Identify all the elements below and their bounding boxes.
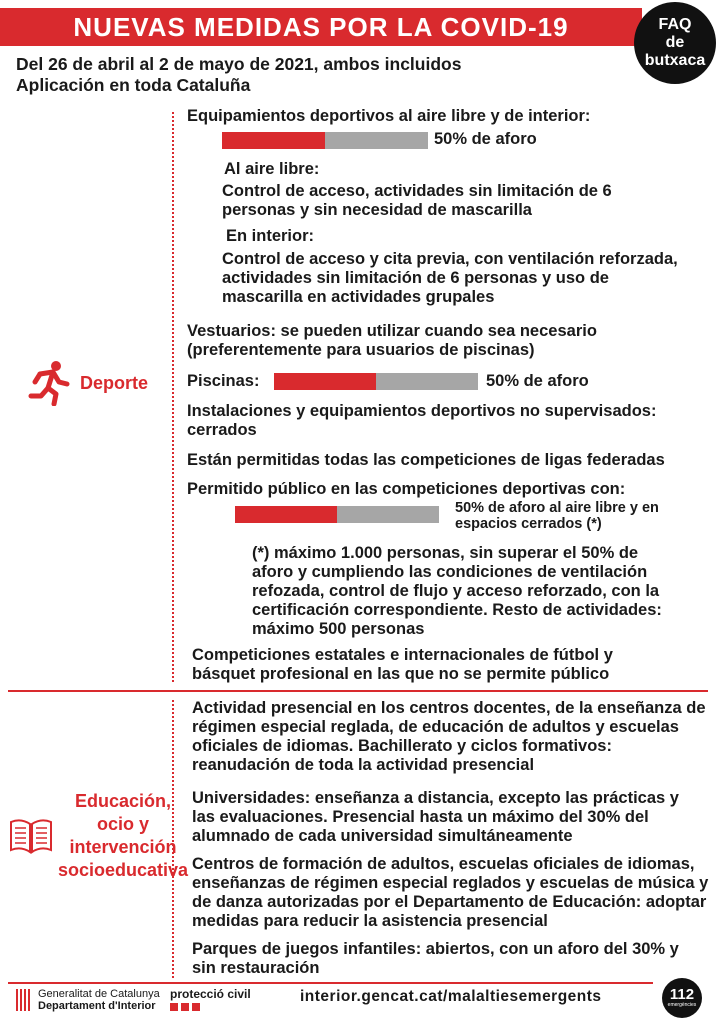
faq-de-label: de xyxy=(665,34,685,51)
publico-aforo-bar xyxy=(235,506,439,523)
book-icon xyxy=(8,816,54,856)
emergency-112-badge xyxy=(662,978,702,1018)
proteccio-civil-label: protecció civil xyxy=(170,987,251,1001)
interior-heading: En interior: xyxy=(226,227,315,245)
publico-aforo-fill xyxy=(235,506,337,523)
piscinas-aforo-rest xyxy=(376,373,478,390)
generalitat-text xyxy=(38,988,160,1012)
publico-aforo-label: 50% de aforo al aire libre y en espacios cerrados (*) xyxy=(455,500,659,532)
generalitat-line1: Generalitat de Catalunya xyxy=(38,988,160,1000)
faq-butxaca-label: butxaca xyxy=(644,52,706,69)
educacion-item-parques: Parques de juegos infantiles: abiertos, con un aforo del 30% y sin restauración xyxy=(192,940,679,977)
aire-libre-text: Control de acceso, actividades sin limitación de 6 personas y sin necesidad de mascarilla xyxy=(222,182,612,219)
publico-nota: (*) máximo 1.000 personas, sin superar el 50% de aforo y cumpliendo las condiciones de ventilación refozada, control de flujo y acceso reforzado, con la certificación correspondiente. Resto de actividades: máximo 500 personas xyxy=(252,544,662,638)
educacion-item-universidades: Universidades: enseñanza a distancia, excepto las prácticas y las evaluaciones. Presencial hasta un máximo del 30% del alumnado de cada universidad simultáneamente xyxy=(192,789,679,845)
publico-heading: Permitido público en las competiciones deportivas con: xyxy=(187,480,626,498)
equipamientos-aforo-bar xyxy=(222,132,428,149)
equipamientos-heading: Equipamientos deportivos al aire libre y de interior: xyxy=(187,107,591,125)
generalitat-logo xyxy=(16,989,32,1011)
vestuarios-text: Vestuarios: se pueden utilizar cuando sea necesario (preferentemente para usuarios de piscinas) xyxy=(187,322,597,359)
proteccio-civil-logo xyxy=(170,1003,200,1011)
piscinas-aforo-fill xyxy=(274,373,376,390)
footer-divider xyxy=(8,982,653,984)
category-educacion-line3: intervención xyxy=(69,837,177,857)
publico-aforo-rest xyxy=(337,506,439,523)
category-educacion-label xyxy=(58,790,188,882)
runner-icon xyxy=(26,360,70,406)
equipamientos-aforo-rest xyxy=(325,132,428,149)
educacion-item-presencial: Actividad presencial en los centros docentes, de la enseñanza de régimen especial reglada, de educación de adultos y escuelas oficiales de idiomas. Bachillerato y ciclos formativos: reanudación de toda la actividad presencial xyxy=(192,699,706,774)
faq-badge xyxy=(634,2,716,84)
page-title: NUEVAS MEDIDAS POR LA COVID-19 xyxy=(0,8,642,46)
category-deporte xyxy=(26,360,148,406)
educacion-item-adultos: Centros de formación de adultos, escuelas oficiales de idiomas, enseñanzas de régimen especial reglados y escuelas de música y de danza autorizadas por el Departamento de Educación: adoptar medidas para reducir la asistencia presencial xyxy=(192,855,709,930)
category-educacion-line2: ocio y xyxy=(97,814,150,834)
estatales-text: Competiciones estatales e internacionales de fútbol y básquet profesional en las que no se permite público xyxy=(192,646,613,683)
category-deporte-label: Deporte xyxy=(80,372,149,393)
interior-text: Control de acceso y cita previa, con ventilación reforzada, actividades sin limitación de 6 personas y uso de mascarilla en actividades grupales xyxy=(222,250,678,306)
piscinas-aforo-bar xyxy=(274,373,478,390)
generalitat-line2: Departament d'Interior xyxy=(38,1000,156,1012)
faq-label: FAQ xyxy=(658,16,692,33)
date-info xyxy=(16,54,461,96)
badge-112-number: 112 xyxy=(669,986,695,1003)
competiciones-text: Están permitidas todas las competiciones de ligas federadas xyxy=(187,451,665,469)
section-divider xyxy=(8,690,708,692)
piscinas-label: Piscinas: xyxy=(187,372,260,390)
deporte-dotted-divider xyxy=(172,112,174,682)
no-supervisados-text: Instalaciones y equipamientos deportivos no supervisados: cerrados xyxy=(187,402,657,439)
category-educacion xyxy=(8,790,188,882)
date-range: Del 26 de abril al 2 de mayo de 2021, ambos incluidos xyxy=(16,54,462,74)
badge-112-sub: emergències xyxy=(667,1002,697,1008)
piscinas-aforo-label: 50% de aforo xyxy=(486,372,589,390)
scope: Aplicación en toda Cataluña xyxy=(16,75,251,95)
category-educacion-line1: Educación, xyxy=(75,791,172,811)
category-educacion-line4: socioeducativa xyxy=(58,860,189,880)
equipamientos-aforo-fill xyxy=(222,132,325,149)
footer-url[interactable]: interior.gencat.cat/malaltiesemergents xyxy=(300,988,602,1005)
aire-libre-heading: Al aire libre: xyxy=(224,160,320,178)
equipamientos-aforo-label: 50% de aforo xyxy=(434,130,537,148)
